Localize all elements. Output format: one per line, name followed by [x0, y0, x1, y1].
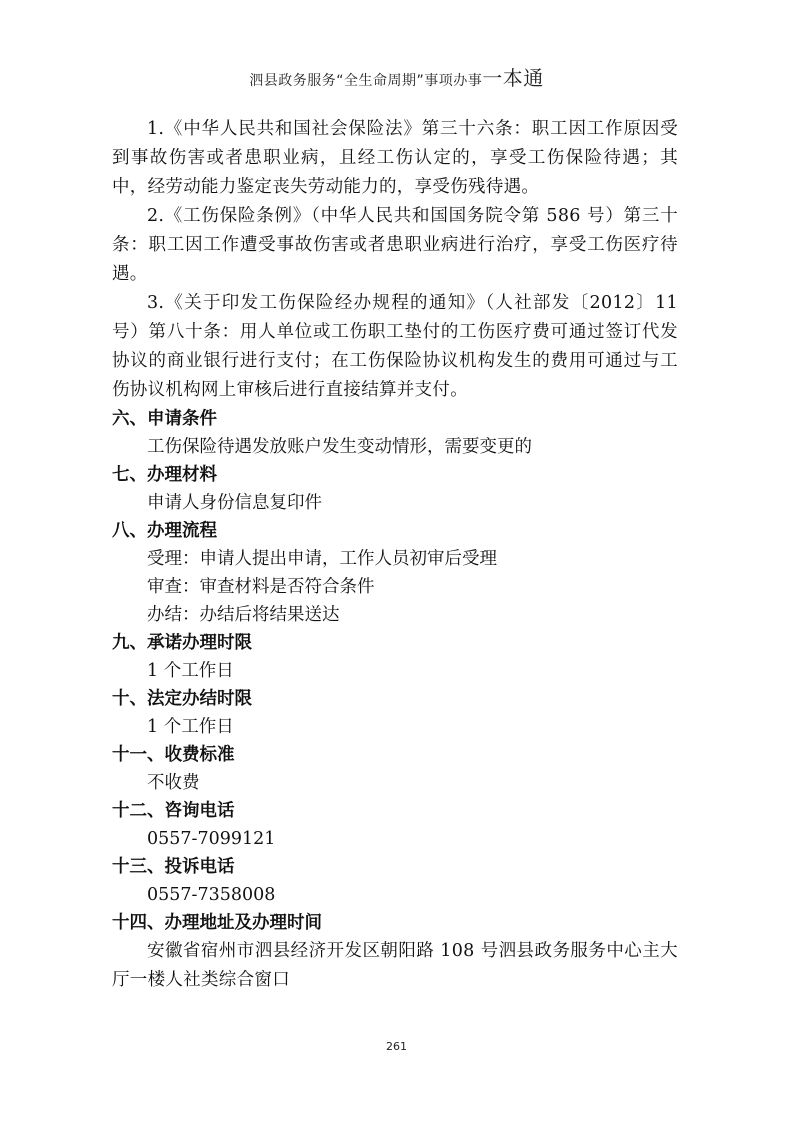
- page-number: 261: [386, 1040, 407, 1053]
- section-line: 审查：审查材料是否符合条件: [147, 577, 375, 597]
- header-emphasis: 一本通: [482, 66, 544, 90]
- section-title: 十四、办理地址及办理时间: [112, 913, 322, 933]
- complaint-phone-number: 0557-7358008: [147, 885, 276, 905]
- section-materials: [112, 461, 678, 517]
- section-line: 受理：申请人提出申请，工作人员初审后受理: [147, 549, 497, 569]
- section-title: 十三、投诉电话: [112, 857, 235, 877]
- section-legal-time: [112, 685, 678, 741]
- page-header: [0, 62, 793, 91]
- section-title: 十一、收费标准: [112, 745, 235, 765]
- section-line: 工伤保险待遇发放账户发生变动情形，需要变更的: [147, 437, 532, 457]
- section-title: 八、办理流程: [112, 521, 217, 541]
- section-consult-phone: [112, 797, 678, 853]
- section-promised-time: [112, 629, 678, 685]
- office-address: 安徽省宿州市泗县经济开发区朝阳路 108 号泗县政务服务中心主大厅一楼人社类综合窗口: [112, 941, 678, 990]
- section-title: 十二、咨询电话: [112, 801, 235, 821]
- section-application-conditions: [112, 405, 678, 461]
- section-fees: [112, 741, 678, 797]
- header-text: 泗县政务服务“全生命周期”事项办事: [249, 73, 483, 89]
- section-title: 九、承诺办理时限: [112, 633, 252, 653]
- document-body: [112, 115, 678, 995]
- law-citation-3: 3.《关于印发工伤保险经办规程的通知》（人社部发〔2012〕11 号）第八十条：用人单位或工伤职工垫付的工伤医疗费可通过签订代发协议的商业银行进行支付；在工伤保险协议机构发生的费用可通过与工伤协议机构网上审核后进行直接结算并支付。: [112, 293, 678, 400]
- section-title: 十、法定办结时限: [112, 689, 252, 709]
- section-title: 六、申请条件: [112, 409, 217, 429]
- section-line: 1 个工作日: [147, 717, 234, 737]
- section-line: 1 个工作日: [147, 661, 234, 681]
- law-citation-1: 1.《中华人民共和国社会保险法》第三十六条：职工因工作原因受到事故伤害或者患职业病，且经工伤认定的，享受工伤保险待遇；其中，经劳动能力鉴定丧失劳动能力的，享受伤残待遇。: [112, 119, 678, 197]
- section-address: [112, 909, 678, 995]
- section-process: [112, 517, 678, 629]
- section-line: 办结：办结后将结果送达: [147, 605, 340, 625]
- section-title: 七、办理材料: [112, 465, 217, 485]
- section-complaint-phone: [112, 853, 678, 909]
- consult-phone-number: 0557-7099121: [147, 829, 276, 849]
- section-line: 不收费: [147, 773, 200, 793]
- law-citation-2: 2.《工伤保险条例》（中华人民共和国国务院令第 586 号）第三十条：职工因工作遭受事故伤害或者患职业病进行治疗，享受工伤医疗待遇。: [112, 206, 678, 284]
- section-line: 申请人身份信息复印件: [147, 493, 322, 513]
